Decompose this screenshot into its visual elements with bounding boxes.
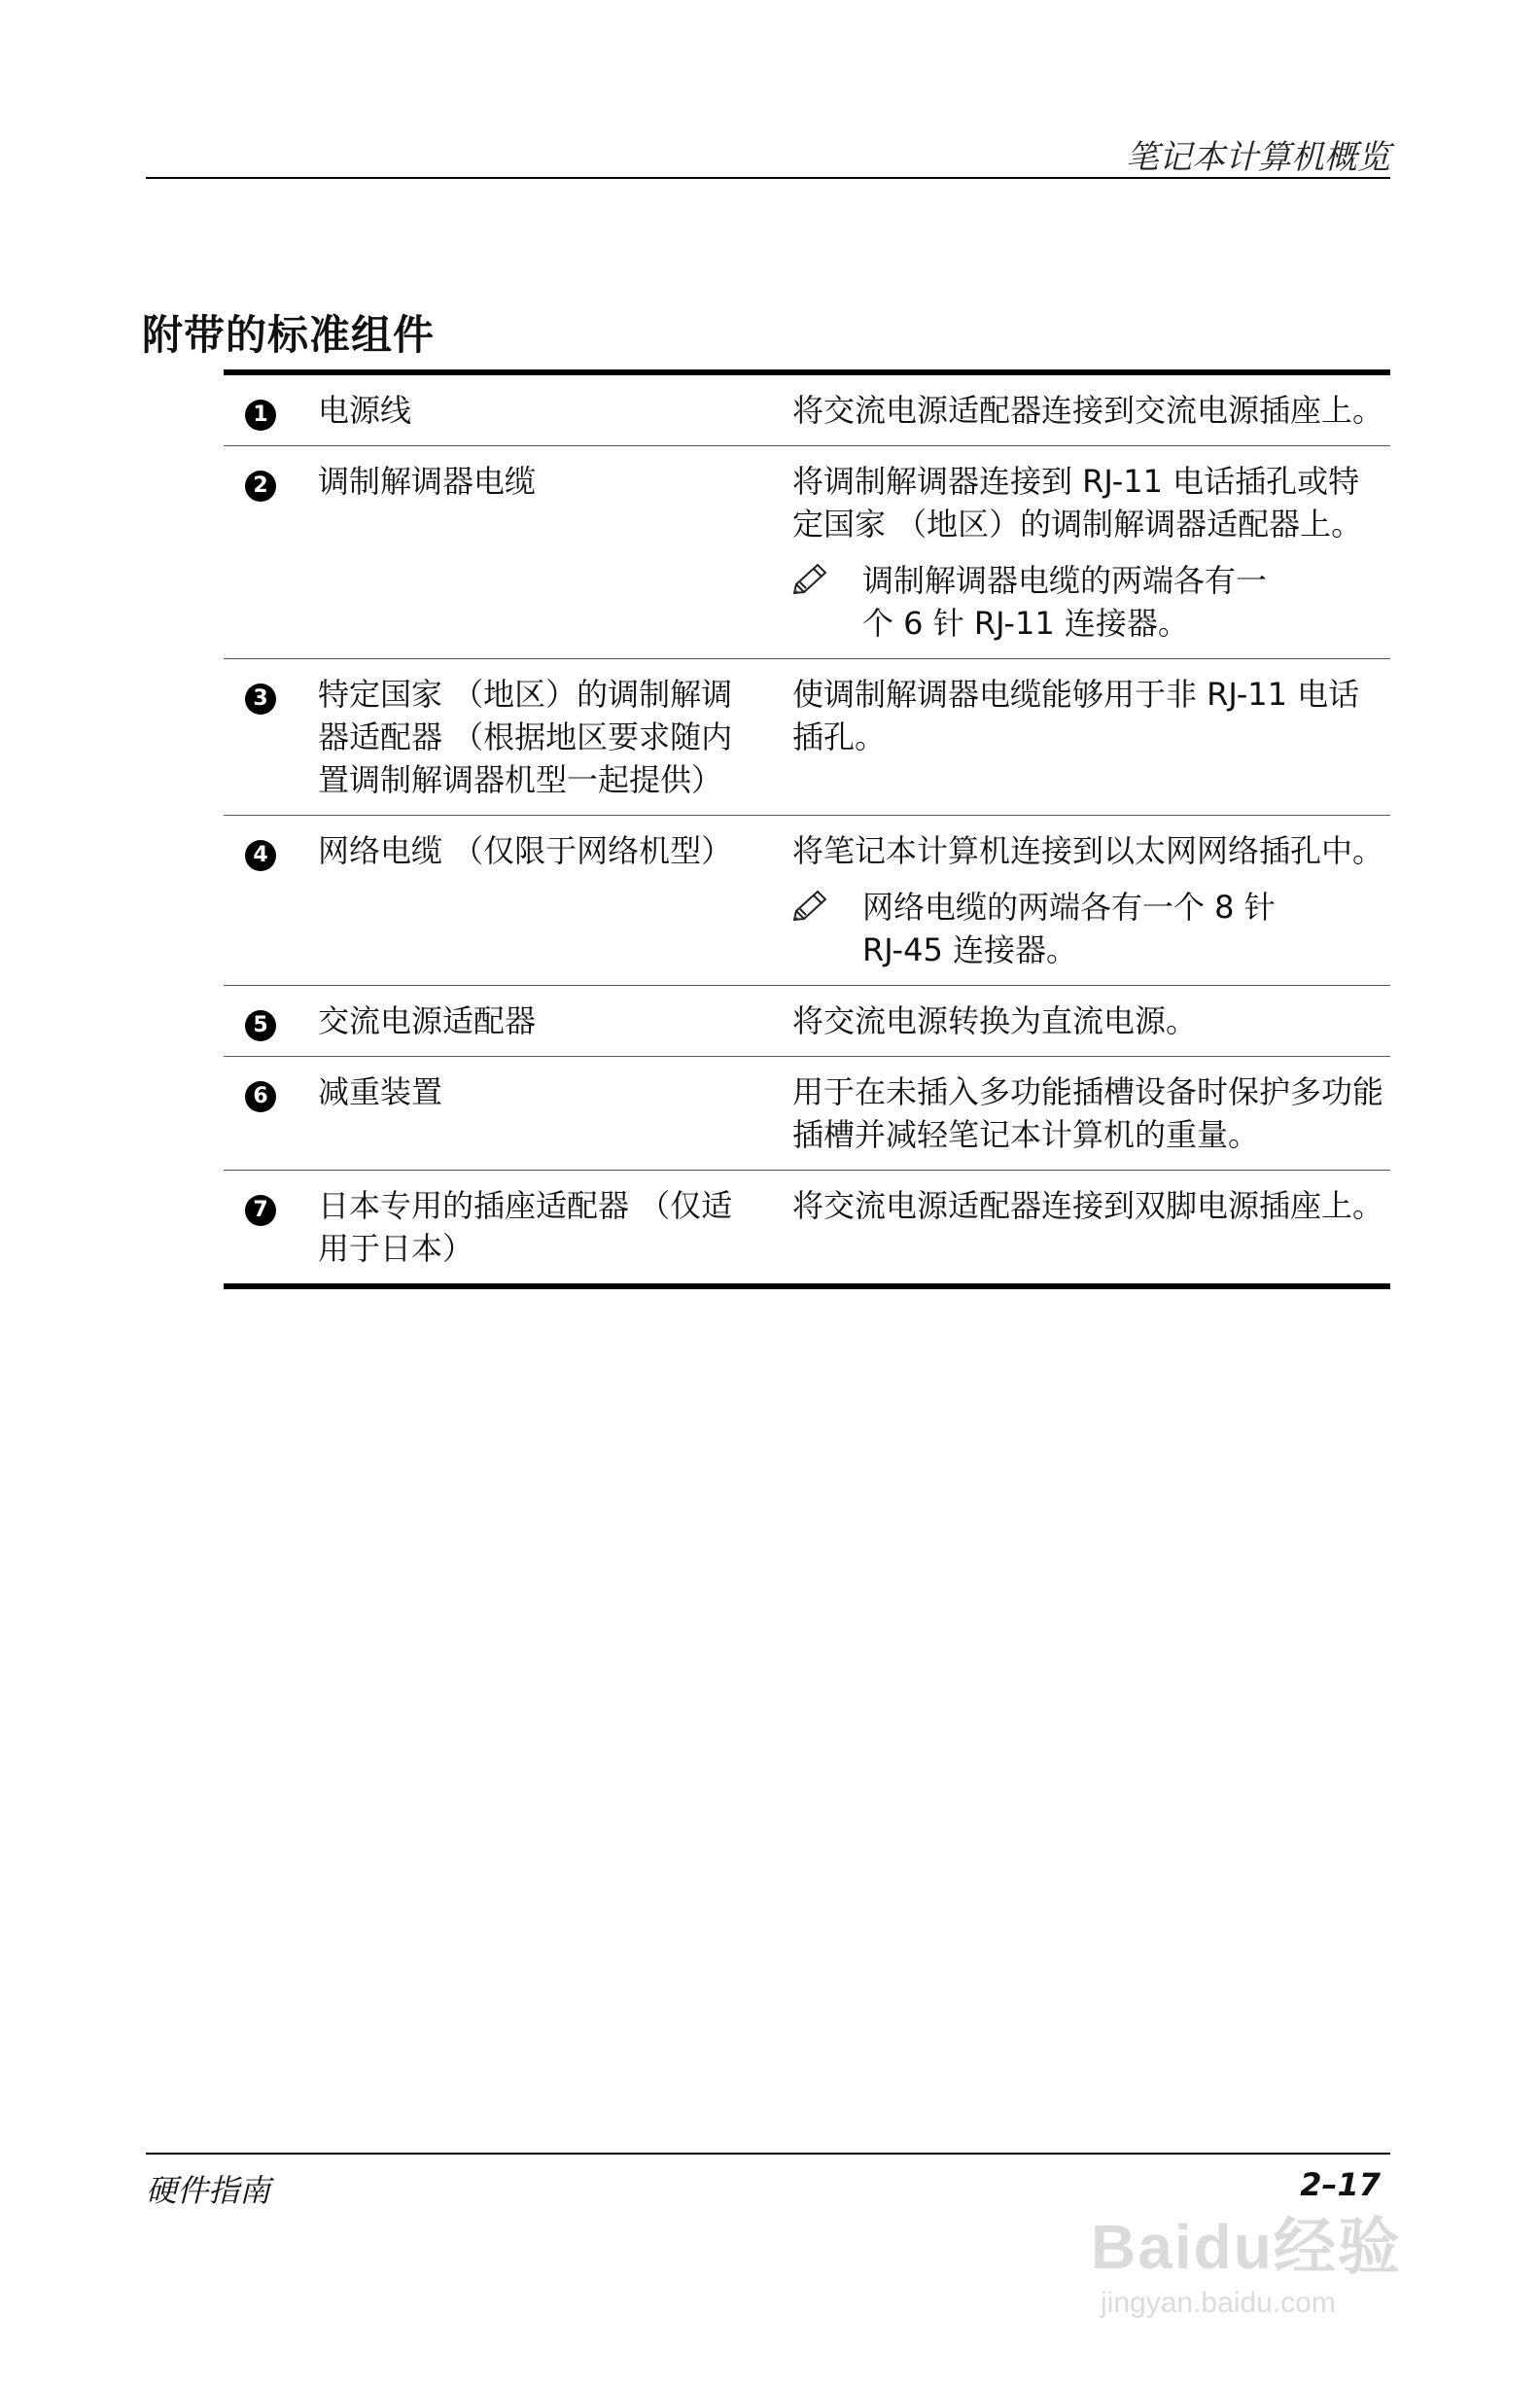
- component-name: 网络电缆 （仅限于网络机型）: [317, 816, 791, 986]
- component-description: 将调制解调器连接到 RJ-11 电话插孔或特定国家 （地区）的调制解调器适配器上。: [792, 463, 1363, 543]
- watermark-url: jingyan.baidu.com: [1101, 2287, 1336, 2319]
- component-row: [224, 372, 1390, 446]
- component-row: [224, 446, 1390, 659]
- pencil-note-icon: [792, 559, 862, 645]
- component-description: 将交流电源适配器连接到交流电源插座上。: [792, 392, 1384, 429]
- component-name: 电源线: [318, 392, 412, 429]
- callout-number-badge: 6: [245, 1081, 276, 1112]
- component-description: 将交流电源转换为直流电源。: [792, 1002, 1198, 1039]
- component-description: 用于在未插入多功能插槽设备时保护多功能插槽并减轻笔记本计算机的重量。: [792, 1073, 1384, 1153]
- component-description: 将笔记本计算机连接到以太网网络插孔中。: [792, 832, 1384, 869]
- watermark-logo: Baidu经验: [1091, 2212, 1402, 2282]
- callout-number-badge: 4: [245, 840, 276, 871]
- component-name: 特定国家 （地区）的调制解调器适配器 （根据地区要求随内置调制解调器机型一起提供）: [317, 659, 791, 816]
- component-name: 减重装置: [317, 1057, 791, 1171]
- component-name: 交流电源适配器: [317, 986, 791, 1057]
- note-text: 网络电缆的两端各有一个 8 针 RJ-45 连接器。: [862, 889, 1276, 968]
- note: [792, 559, 1278, 645]
- section-title: 附带的标准组件: [142, 311, 436, 359]
- pencil-note-icon: [792, 886, 862, 971]
- component-row: [224, 659, 1390, 816]
- component-description: 将交流电源适配器连接到双脚电源插座上。: [792, 1187, 1384, 1224]
- footer-book-title: 硬件指南: [146, 2172, 271, 2209]
- component-row: [224, 1171, 1390, 1287]
- callout-number-badge: 5: [245, 1010, 276, 1041]
- component-name: 调制解调器电缆: [317, 446, 791, 659]
- component-row: [224, 816, 1390, 986]
- callout-number-badge: 2: [245, 471, 276, 502]
- header-title: 笔记本计算机概览: [1126, 138, 1390, 177]
- component-row: [224, 986, 1390, 1057]
- component-row: [224, 1057, 1390, 1171]
- page-header: [146, 126, 1390, 179]
- note-text: 调制解调器电缆的两端各有一个 6 针 RJ-11 连接器。: [862, 562, 1268, 642]
- callout-number-badge: 1: [245, 400, 276, 431]
- callout-number-badge: 3: [245, 684, 276, 715]
- component-description: 使调制解调器电缆能够用于非 RJ-11 电话插孔。: [792, 676, 1360, 755]
- callout-number-badge: 7: [245, 1195, 276, 1226]
- component-name: 日本专用的插座适配器 （仅适用于日本）: [317, 1171, 791, 1287]
- note: [792, 886, 1278, 971]
- page-number: 2–17: [1300, 2166, 1381, 2203]
- components-table: [224, 369, 1390, 1289]
- baidu-watermark: [1091, 2158, 1441, 2353]
